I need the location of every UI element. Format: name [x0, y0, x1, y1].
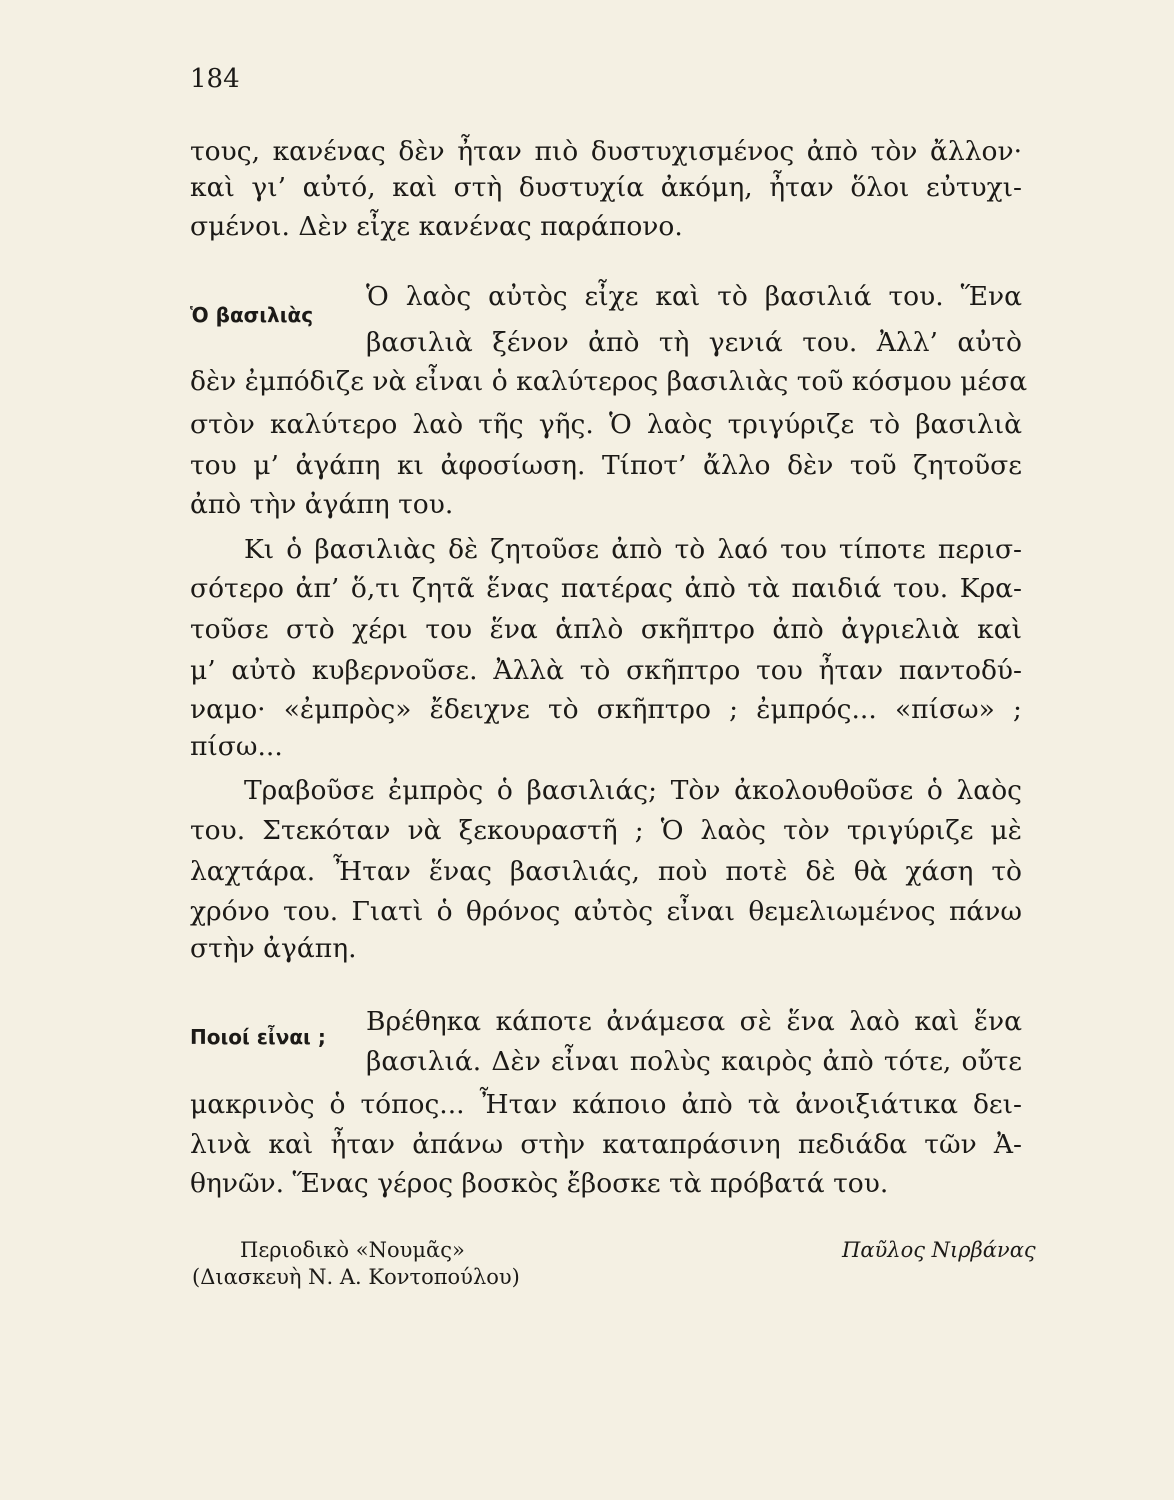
text-line: στὴν ἀγάπη.	[190, 933, 357, 964]
text-line: χρόνο του. Γιατὶ ὁ θρόνος αὐτὸς εἶναι θεμελιωμένος πάνω	[190, 896, 1022, 927]
text-line: τους, κανένας δὲν ἦταν πιὸ δυστυχισμένος ἀπὸ τὸν ἄλλον·	[190, 136, 1022, 167]
text-line: Ὁ λαὸς αὐτὸς εἶχε καὶ τὸ βασιλιά του. Ἕνα	[366, 281, 1022, 312]
text-line: βασιλιά. Δὲν εἶναι πολὺς καιρὸς ἀπὸ τότε, οὔτε	[366, 1046, 1022, 1077]
text-line: λαχτάρα. Ἦταν ἕνας βασιλιάς, ποὺ ποτὲ δὲ θὰ χάση τὸ	[190, 856, 1022, 887]
text-line: δὲν ἐμπόδιζε νὰ εἶναι ὁ καλύτερος βασιλιὰς τοῦ κόσμου μέσα	[190, 366, 1028, 397]
text-line: τοῦσε στὸ χέρι του ἕνα ἁπλὸ σκῆπτρο ἀπὸ ἀγριελιὰ καὶ	[190, 614, 1022, 645]
text-line: ναμο· «ἐμπρὸς» ἔδειχνε τὸ σκῆπτρο ; ἐμπρός... «πίσω» ;	[190, 694, 1022, 725]
page-number: 184	[190, 64, 240, 94]
text-line: πίσω...	[190, 731, 283, 762]
text-line: βασιλιὰ ξένον ἀπὸ τὴ γενιά του. Ἀλλ’ αὐτὸ	[366, 327, 1022, 358]
text-line: του μ’ ἀγάπη κι ἀφοσίωση. Τίποτ’ ἄλλο δὲν τοῦ ζητοῦσε	[190, 450, 1022, 481]
source-adaptation: (Διασκευὴ Ν. Α. Κοντοπούλου)	[192, 1265, 520, 1289]
text-line: στὸν καλύτερο λαὸ τῆς γῆς. Ὁ λαὸς τριγύριζε τὸ βασιλιὰ	[190, 409, 1022, 440]
text-line: μ’ αὐτὸ κυβερνοῦσε. Ἀλλὰ τὸ σκῆπτρο του ἦταν παντοδύ-	[190, 655, 1022, 686]
sidenote-who-are-they: Ποιοί εἶναι ;	[190, 1025, 326, 1049]
text-line: σμένοι. Δὲν εἶχε κανένας παράπονο.	[190, 211, 683, 242]
text-line: σότερο ἀπ’ ὅ,τι ζητᾶ ἕνας πατέρας ἀπὸ τὰ παιδιά του. Κρα-	[190, 573, 1022, 604]
author-name: Παῦλος Νιρβάνας	[842, 1238, 1036, 1262]
text-line: Βρέθηκα κάποτε ἀνάμεσα σὲ ἕνα λαὸ καὶ ἕνα	[366, 1006, 1022, 1037]
text-line: ἀπὸ τὴν ἀγάπη του.	[190, 489, 454, 520]
text-line: Τραβοῦσε ἐμπρὸς ὁ βασιλιάς; Τὸν ἀκολουθοῦσε ὁ λαὸς	[244, 775, 1022, 806]
text-line: καὶ γι’ αὐτό, καὶ στὴ δυστυχία ἀκόμη, ἦταν ὅλοι εὐτυχι-	[190, 172, 1022, 203]
source-periodical: Περιοδικὸ «Νουμᾶς»	[240, 1238, 465, 1262]
sidenote-king: Ὁ βασιλιὰς	[190, 303, 314, 327]
text-line: θηνῶν. Ἕνας γέρος βοσκὸς ἔβοσκε τὰ πρόβατά του.	[190, 1168, 889, 1199]
text-line: Κι ὁ βασιλιὰς δὲ ζητοῦσε ἀπὸ τὸ λαό του τίποτε περισ-	[244, 534, 1022, 565]
text-line: του. Στεκόταν νὰ ξεκουραστῆ ; Ὁ λαὸς τὸν τριγύριζε μὲ	[190, 815, 1022, 846]
text-line: μακρινὸς ὁ τόπος... Ἦταν κάποιο ἀπὸ τὰ ἀνοιξιάτικα δει-	[190, 1089, 1022, 1120]
text-line: λινὰ καὶ ἦταν ἀπάνω στὴν καταπράσινη πεδιάδα τῶν Ἀ-	[190, 1129, 1022, 1160]
